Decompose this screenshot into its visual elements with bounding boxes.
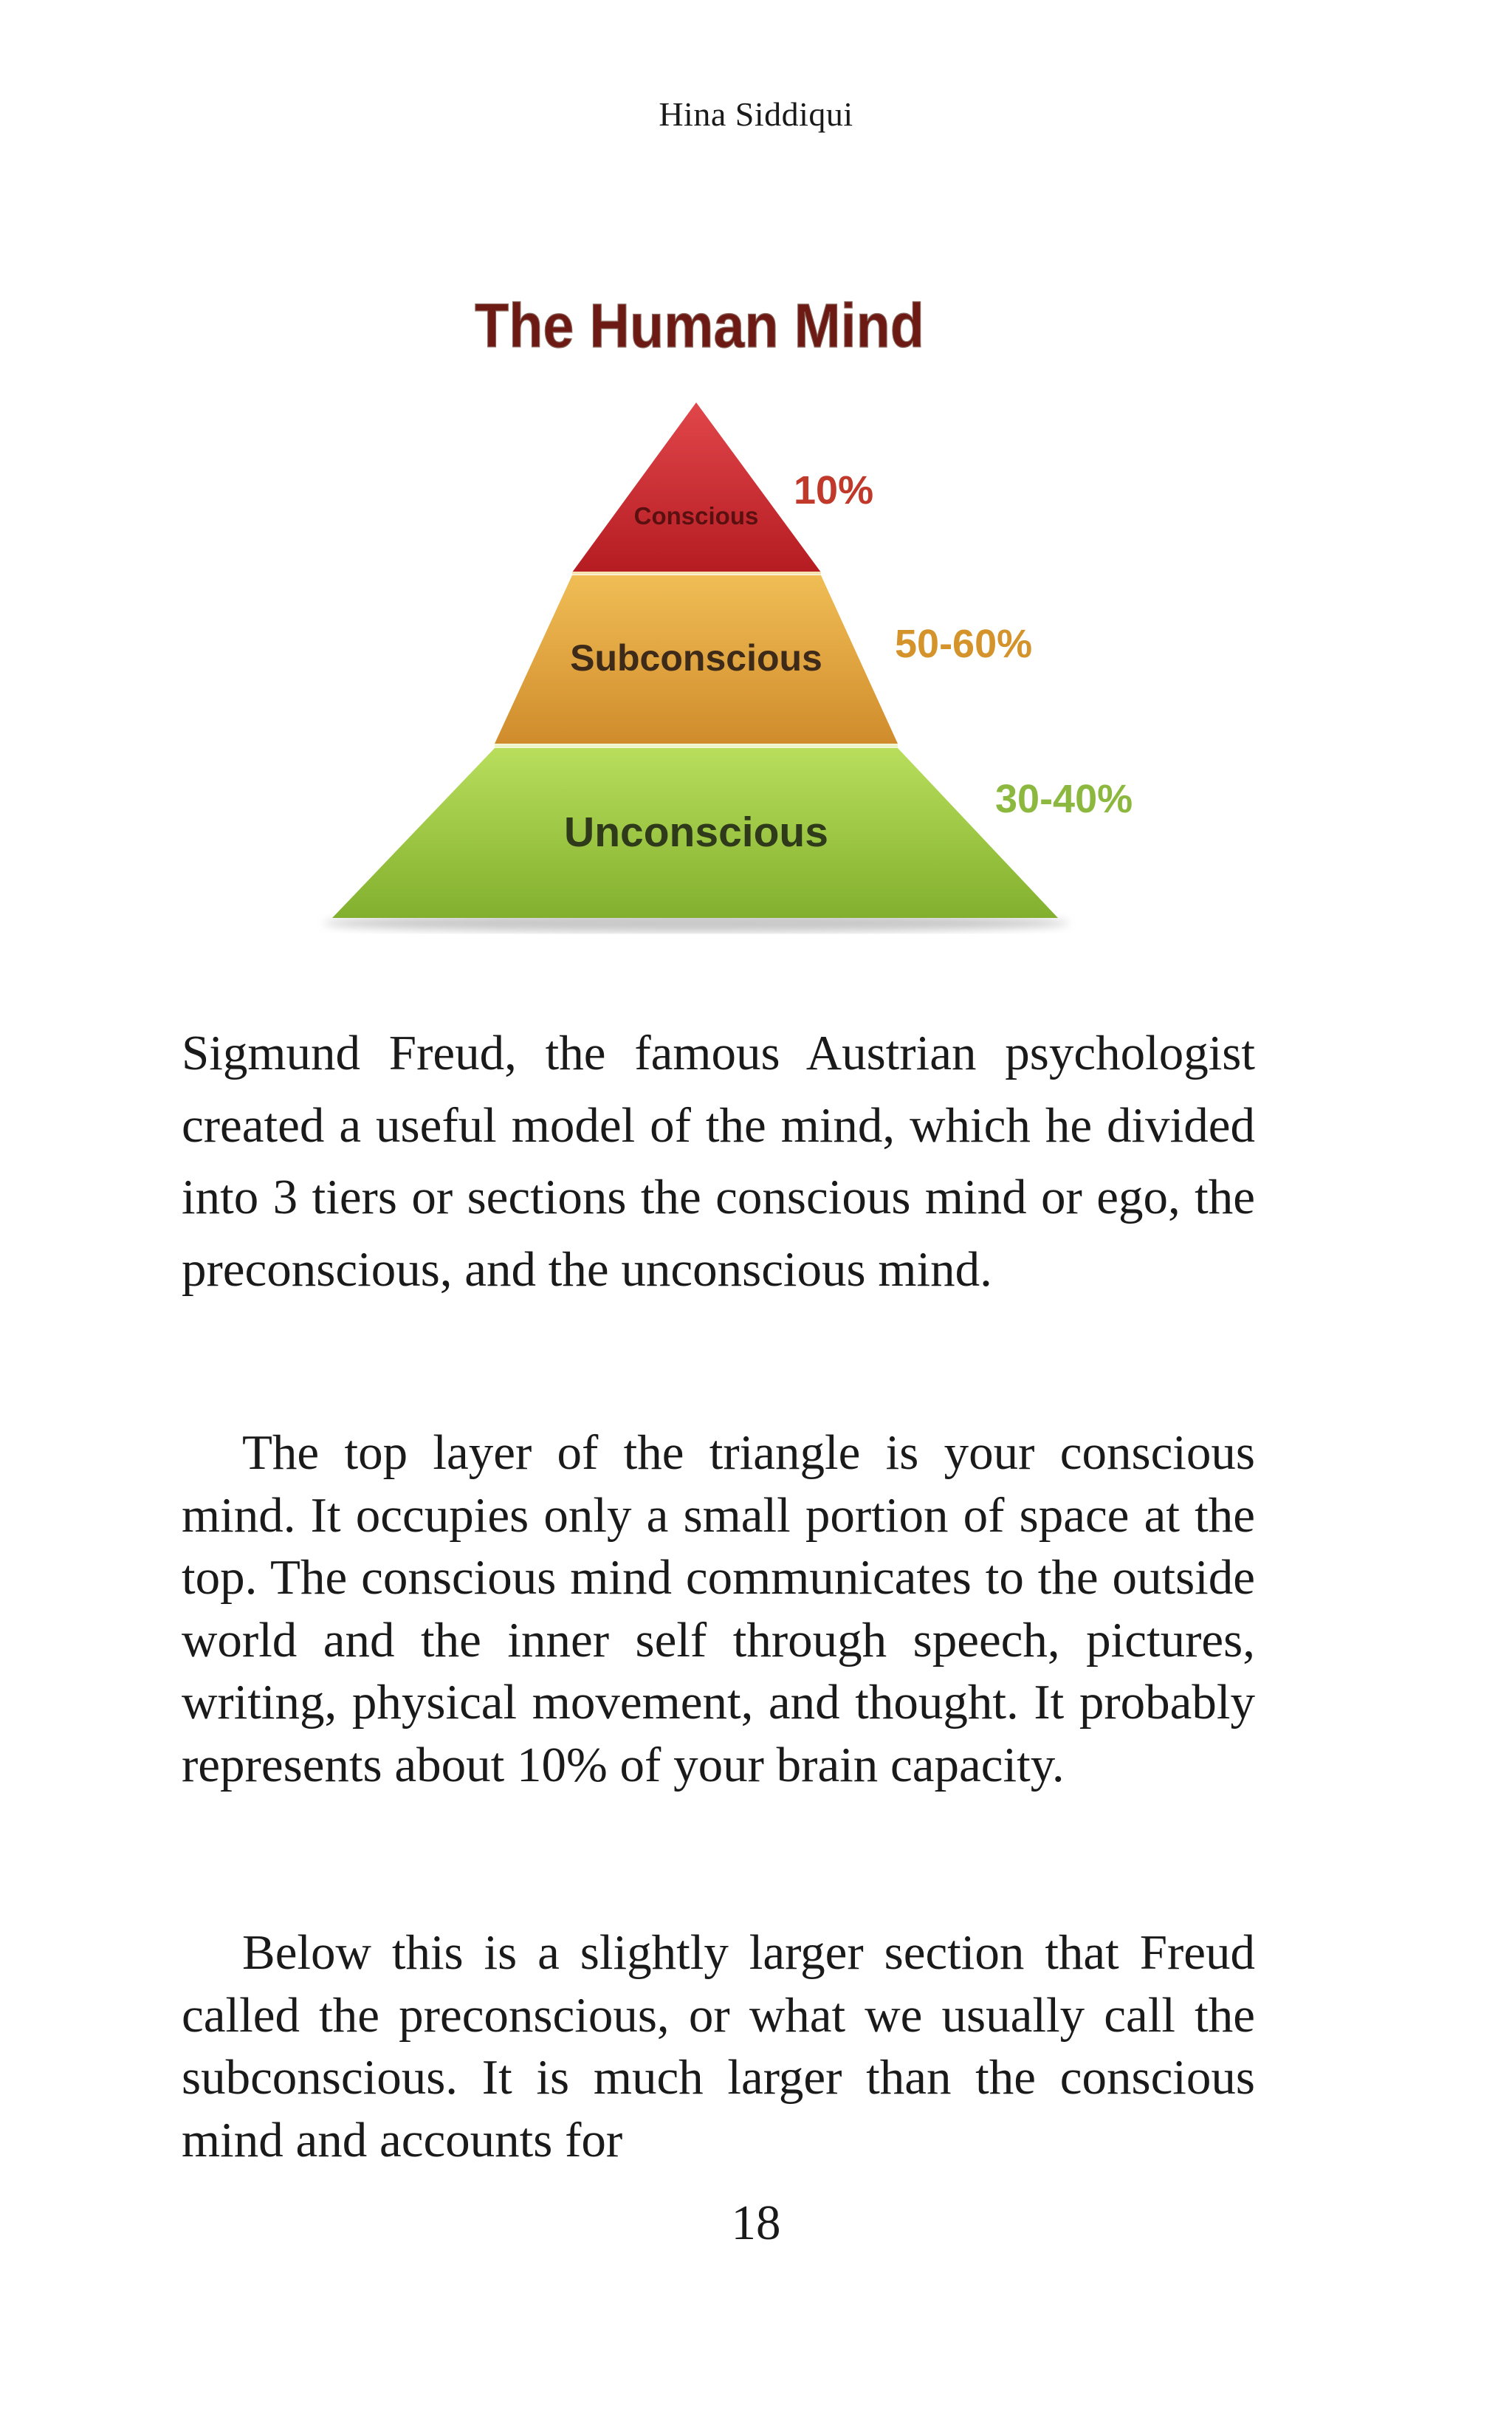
pyramid-diagram [317,292,1152,942]
subconscious-percent: 50-60% [895,622,1033,666]
unconscious-label: Unconscious [564,809,828,856]
human-mind-pyramid-figure [317,292,1152,942]
page-number: 18 [731,2196,781,2250]
running-header: Hina Siddiqui [659,95,853,133]
unconscious-percent: 30-40% [995,777,1133,821]
paragraph-conscious-mind: The top layer of the triangle is your conscious mind. It occupies only a small portion of space at the top. The conscious mind communicates to the outside world and the inner self through speech, pictures, writing, physical movement, and thought. It probably represents about 10% of your brain capacity. [182,1425,1255,1792]
figure-title: The Human Mind [475,292,924,360]
subconscious-label: Subconscious [570,637,822,679]
paragraph-freud-model: Sigmund Freud, the famous Austrian psychologist created a useful model of the mind, which he divided into 3 tiers or sections the conscious mind or ego, the preconscious, and the unconscious mind. [182,1026,1255,1297]
paragraph-preconscious: Below this is a slightly larger section that Freud called the preconscious, or what we usually call the subconscious. It is much larger than the conscious mind and accounts for [182,1925,1255,2167]
conscious-layer [572,402,821,572]
conscious-percent: 10% [794,468,874,513]
conscious-label: Conscious [633,502,759,529]
